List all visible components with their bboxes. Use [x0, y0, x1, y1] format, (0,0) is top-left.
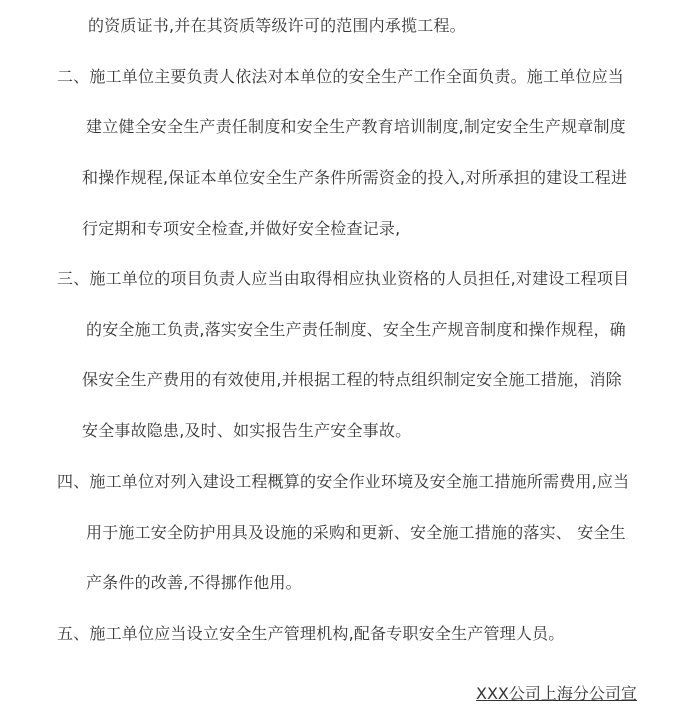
section-heading-3: 三、施工单位的项目负责人应当由取得相应执业资格的人员担任,对建设工程项目	[57, 269, 630, 288]
text-line: 产条件的改善,不得挪作他用。	[86, 573, 302, 592]
section-heading-2: 二、施工单位主要负责人依法对本单位的安全生产工作全面负责。施工单位应当	[57, 67, 625, 86]
text-line: 安全事故隐患,及时、如实报告生产安全事故。	[82, 421, 412, 440]
section-heading-4: 四、施工单位对列入建设工程概算的安全作业环境及安全施工措施所需费用,应当	[57, 472, 630, 491]
text-line: 行定期和专项安全检查,并做好安全检查记录,	[82, 219, 401, 238]
section-heading-5: 五、施工单位应当设立安全生产管理机构,配备专职安全生产管理人员。	[57, 624, 565, 643]
text-line: 的安全施工负责,落实安全生产责任制度、安全生产规音制度和操作规程，确	[86, 320, 626, 339]
text-line: 建立健全安全生产责任制度和安全生产教育培训制度,制定安全生产规章制度	[86, 117, 626, 136]
text-line: 和操作规程,保证本单位安全生产条件所需资金的投入,对所承担的建设工程进	[82, 168, 628, 187]
text-line: 保安全生产费用的有效使用,并根据工程的特点组织制定安全施工措施，消除	[82, 370, 622, 389]
text-line: 的资质证书,并在其资质等级许可的范围内承揽工程。	[88, 16, 466, 35]
text-line: 用于施工安全防护用具及设施的采购和更新、安全施工措施的落实、 安全生	[86, 523, 626, 542]
company-signature: XXX公司上海分公司宣	[476, 684, 637, 703]
